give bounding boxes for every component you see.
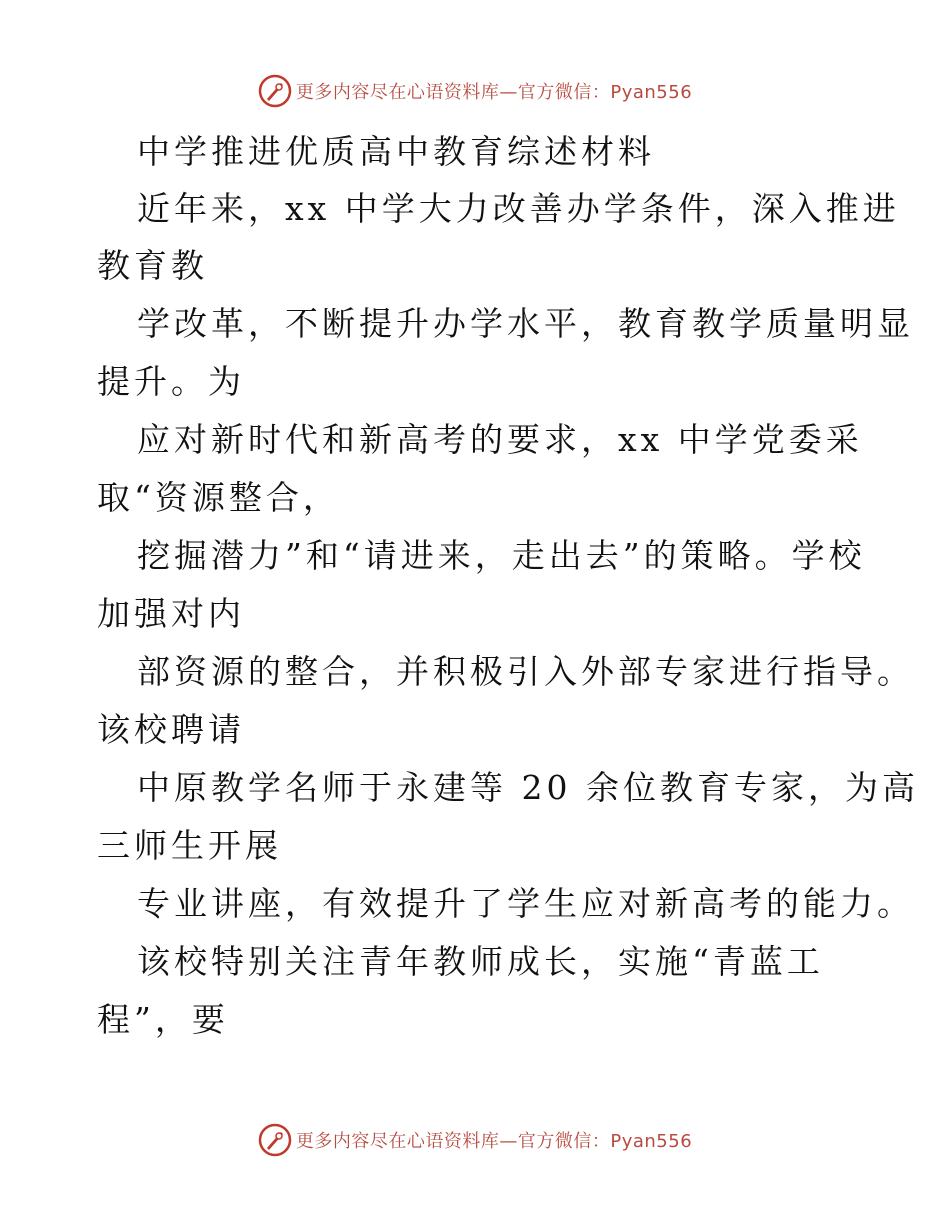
paragraph-line: 近年来，xx 中学大力改善办学条件，深入推进 xyxy=(137,189,900,228)
paragraph-line: 专业讲座，有效提升了学生应对新高考的能力。 xyxy=(137,884,914,923)
watermark-footer xyxy=(0,1120,950,1160)
paragraph-line: 三师生开展 xyxy=(97,826,282,865)
paragraph-line: 中原教学名师于永建等 20 余位教育专家，为高 xyxy=(137,768,919,807)
paragraph-line: 该校特别关注青年教师成长，实施“青蓝工 xyxy=(137,942,824,981)
paragraph-line: 提升。为 xyxy=(97,362,245,401)
paragraph-line: 教育教 xyxy=(97,246,208,285)
paragraph-line: 学改革，不断提升办学水平，教育教学质量明显 xyxy=(137,304,914,343)
paragraph-line: 应对新时代和新高考的要求，xx 中学党委采 xyxy=(137,420,863,459)
document-title: 中学推进优质高中教育综述材料 xyxy=(137,132,655,171)
paragraph-line: 取“资源整合， xyxy=(97,478,340,517)
paragraph-line: 部资源的整合，并积极引入外部专家进行指导。 xyxy=(137,652,914,691)
watermark-header xyxy=(0,71,950,111)
paragraph-line: 程”，要 xyxy=(97,1000,229,1039)
quill-logo-icon xyxy=(258,74,292,108)
watermark-text: 更多内容尽在心语资料库—官方微信：Pyan556 xyxy=(295,1131,693,1152)
paragraph-line: 挖掘潜力”和“请进来，走出去”的策略。学校 xyxy=(137,536,866,575)
watermark-text: 更多内容尽在心语资料库—官方微信：Pyan556 xyxy=(295,82,693,103)
paragraph-line: 加强对内 xyxy=(97,594,245,633)
paragraph-line: 该校聘请 xyxy=(97,710,245,749)
quill-logo-icon xyxy=(258,1123,292,1157)
